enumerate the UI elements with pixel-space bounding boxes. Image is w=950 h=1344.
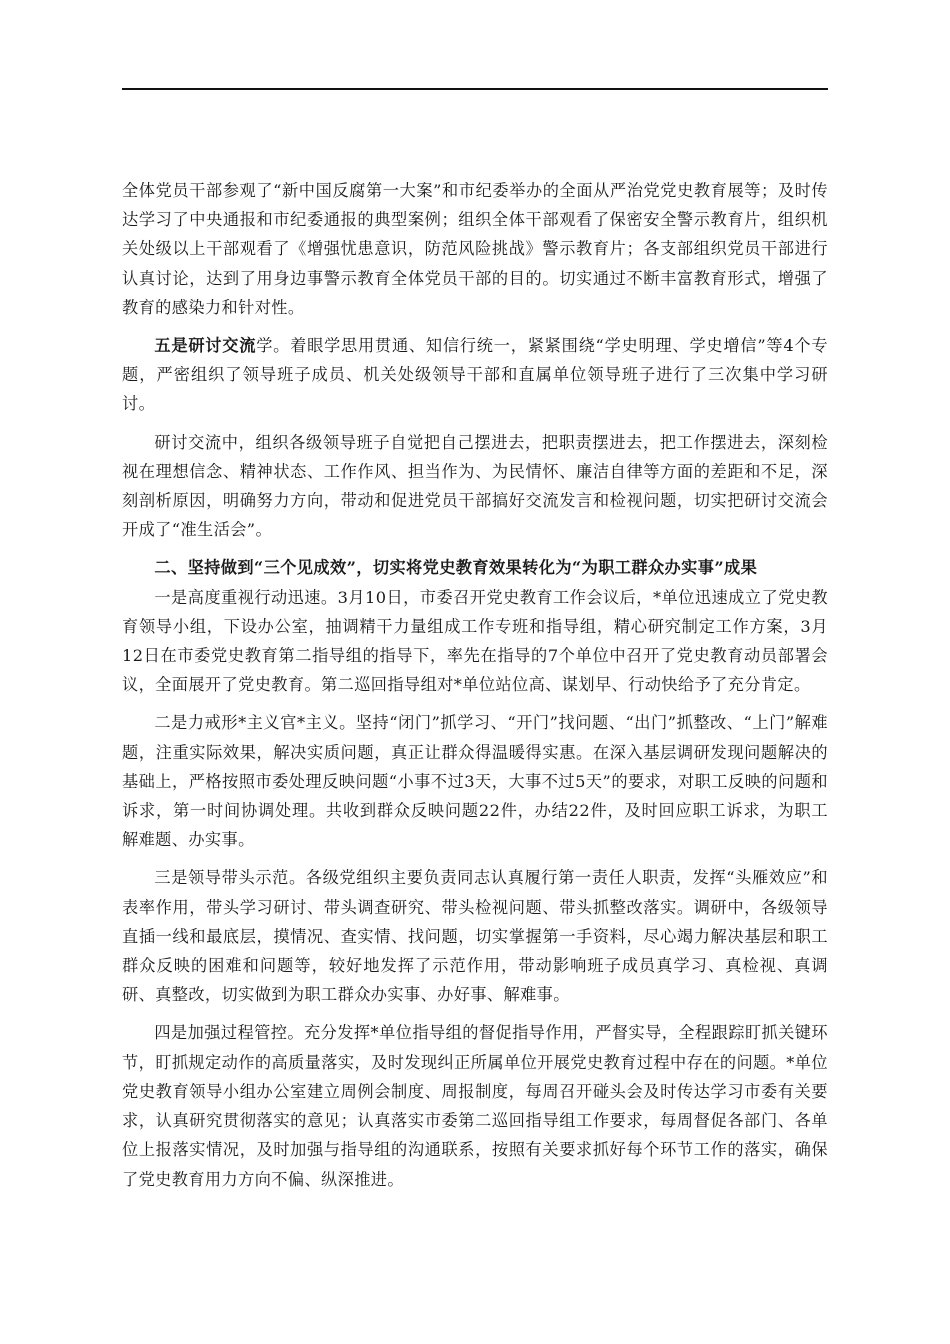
section-heading: 二、坚持做到“三个见成效”，切实将党史教育效果转化为“为职工群众办实事”成果: [154, 558, 758, 578]
header-rule: [122, 88, 828, 90]
paragraph-process-control: 四是加强过程管控。充分发挥*单位指导组的督促指导作用，严督实导，全程跟踪盯抓关键环节，盯抓规定动作的高质量落实，及时发现纠正所属单位开展党史教育过程中存在的问题。*单位党史教育领导小组办公室建立周例会制度、周报制度，每周召开碰头会及时传达学习市委有关要求，认真研究贯彻落实的意见；认真落实市委第二巡回指导组工作要求，每周督促各部门、各单位上报落实情况，及时加强与指导组的沟通联系，按照有关要求抓好每个环节工作的落实，确保了党史教育用力方向不偏、纵深推进。: [122, 1023, 828, 1189]
document-body: [122, 176, 828, 1203]
paragraph-seminar-detail: 研讨交流中，组织各级领导班子自觉把自己摆进去，把职责摆进去，把工作摆进去，深刻检视在理想信念、精神状态、工作作风、担当作为、为民情怀、廉洁自律等方面的差距和不足，深刻剖析原因，明确努力方向，带动和促进党员干部搞好交流发言和检视问题，切实把研讨交流会开成了“准生活会”。: [122, 432, 828, 540]
paragraph-text: 学。着眼学思用贯通、知信行统一，紧紧围绕“学史明理、学史增信”等4个专题，严密组织了领导班子成员、机关处级领导干部和直属单位领导班子进行了三次集中学习研讨。: [122, 336, 828, 414]
paragraph-anti-formalism: 二是力戒形*主义官*主义。坚持“闭门”抓学习、“开门”找问题、“出门”抓整改、“上门”解难题，注重实际效果，解决实质问题，真正让群众得温暖得实惠。在深入基层调研发现问题解决的基础上，严格按照市委处理反映问题“小事不过3天，大事不过5天”的要求，对职工反映的问题和诉求，第一时间协调处理。共收到群众反映问题22件，办结22件，及时回应职工诉求，为职工解难题、办实事。: [122, 713, 828, 850]
paragraph-lead: 五是研讨交流: [154, 336, 257, 356]
paragraph-leadership: 三是领导带头示范。各级党组织主要负责同志认真履行第一责任人职责，发挥“头雁效应”和表率作用，带头学习研讨、带头调查研究、带头检视问题、带头抓整改落实。调研中，各级领导直插一线和最底层，摸情况、查实情、找问题，切实掌握第一手资料，尽心竭力解决基层和职工群众反映的困难和问题等，较好地发挥了示范作用，带动影响班子成员真学习、真检视、真调研、真整改，切实做到为职工群众办实事、办好事、解难事。: [122, 868, 828, 1005]
paragraph-exhibition: 全体党员干部参观了“新中国反腐第一大案”和市纪委举办的全面从严治党党史教育展等；及时传达学习了中央通报和市纪委通报的典型案例；组织全体干部观看了保密安全警示教育片，组织机关处级以上干部观看了《增强忧患意识，防范风险挑战》警示教育片；各支部组织党员干部进行认真讨论，达到了用身边事警示教育全体党员干部的目的。切实通过不断丰富教育形式，增强了教育的感染力和针对性。: [122, 181, 828, 317]
paragraph-seminar: [122, 331, 828, 419]
paragraph-rapid-action: 一是高度重视行动迅速。3月10日，市委召开党史教育工作会议后，*单位迅速成立了党史教育领导小组，下设办公室，抽调精干力量组成工作专班和指导组，精心研究制定工作方案，3月12日在市委党史教育第二指导组的指导下，率先在指导的7个单位中召开了党史教育动员部署会议，全面展开了党史教育。第二巡回指导组对*单位站位高、谋划早、行动快给予了充分肯定。: [122, 587, 828, 695]
